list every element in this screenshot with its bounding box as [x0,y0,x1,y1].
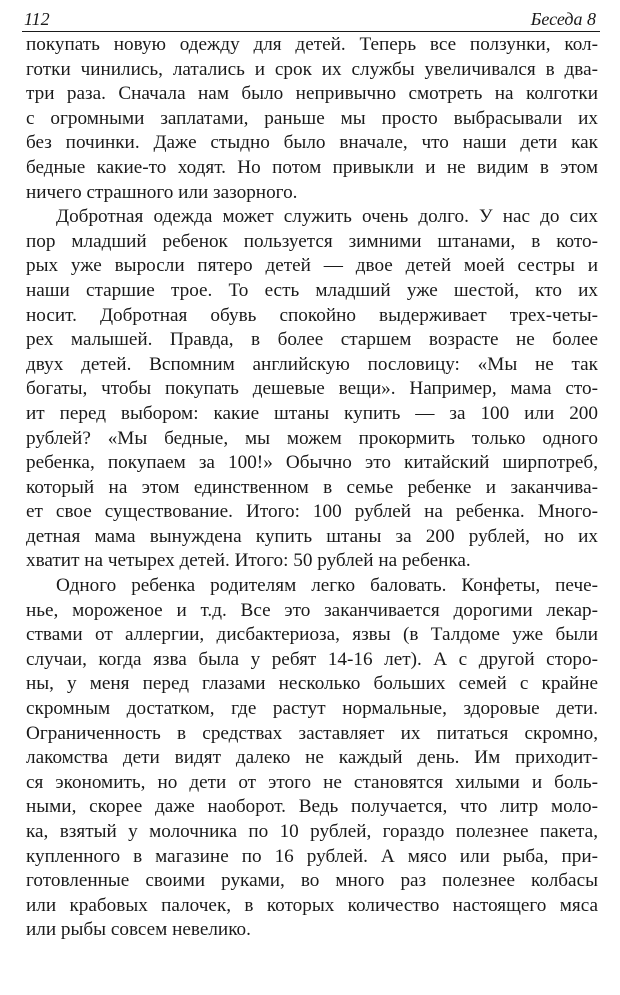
text-line: рех малышей. Правда, в более старшем возрасте не более [26,329,598,351]
text-line: наши старшие трое. То есть младший уже шестой, кто их [26,279,598,301]
text-line: готки чинились, латались и срок их службы увеличивался в два- [26,58,598,80]
text-line: лакомства дети видят далеко не каждый день. Им приходит- [26,747,598,769]
text-line: Ограниченность в средствах заставляет их питаться скромно, [26,722,598,744]
text-line: ка, взятый у молочника по 10 рублей, гораздо полезнее пакета, [26,821,598,842]
chapter-title: Беседа 8 [530,9,596,29]
paragraph [26,574,598,943]
text-line: скромным достатком, где растут нормальные, здоровые дети. [26,698,598,720]
text-line: Одного ребенка родителям легко баловать. Конфеты, пече- [56,575,598,597]
text-line: пор младший ребенок пользуется зимними штанами, в кото- [26,230,598,252]
text-line: рых уже выросли пятеро детей — двое детей моей сестры и [26,255,598,277]
running-header [22,0,600,32]
text-line: ет свое существование. Итого: 100 рублей на ребенка. Много- [26,501,598,523]
text-line: или крабовых палочек, в которых количество настоящего мяса [26,894,598,916]
text-line: ны, у меня перед глазами несколько больших семей с крайне [26,673,598,695]
text-line: ся экономить, но дети от этого не становятся хилыми и боль- [26,771,598,793]
text-line: богаты, чтобы покупать дешевые вещи». Например, мама сто- [26,378,598,400]
text-line: с огромными заплатами, раньше мы просто выбрасывали их [26,107,598,129]
paragraph [26,33,598,205]
text-line: который на этом единственном в семье ребенке и заканчива- [26,476,598,498]
text-line: ничего страшного или зазорного. [26,181,298,203]
text-line: нье, мороженое и т.д. Все это заканчивается дорогими лекар- [26,599,598,621]
text-line: покупать новую одежду для детей. Теперь все ползунки, кол- [26,34,598,55]
text-line: детная мама вынуждена купить штаны за 200 рублей, но их [26,525,598,547]
text-line: ствами от аллергии, дисбактериоза, язвы (в Талдоме уже были [26,624,598,646]
text-line: без починки. Даже стыдно было вначале, что наши дети как [26,132,598,154]
paragraph [26,205,598,574]
text-line: хватит на четырех детей. Итого: 50 рублей на ребенка. [26,550,471,572]
body-text [26,33,598,943]
text-line: ит перед выбором: какие штаны купить — за 100 или 200 [26,402,598,424]
text-line: случаи, когда язва была у ребят 14-16 лет). А с другой сторо- [26,648,598,670]
text-line: готовленные своими руками, во много раз полезнее колбасы [26,870,598,892]
text-line: двух детей. Вспомним английскую пословицу: «Мы не так [26,353,598,375]
text-line: бедные какие-то ходят. Но потом привыкли и не видим в этом [26,156,598,178]
text-line: купленного в магазине по 16 рублей. А мясо или рыба, при- [26,845,598,867]
text-line: Добротная одежда может служить очень долго. У нас до сих [56,206,598,228]
text-line: или рыбы совсем невелико. [26,919,251,941]
text-line: ребенка, покупаем за 100!» Обычно это китайский ширпотреб, [26,452,598,474]
text-line: рублей? «Мы бедные, мы можем прокормить только одного [26,427,598,449]
text-line: носит. Добротная обувь спокойно выдерживает трех-четы- [26,304,598,326]
page-number: 112 [24,9,50,29]
text-line: ными, скорее даже наоборот. Ведь получается, что литр моло- [26,796,598,818]
text-line: три раза. Сначала нам было непривычно смотреть на колготки [26,83,598,105]
